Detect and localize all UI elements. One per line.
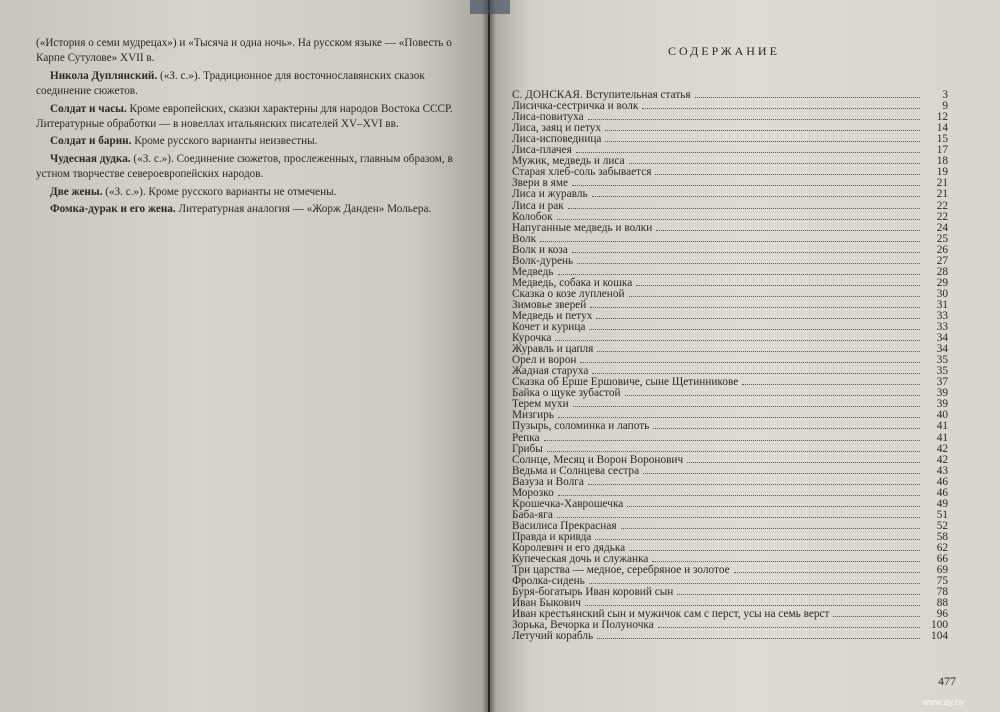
toc-entry-page: 34 (936, 343, 948, 356)
toc-leader-dots (585, 605, 920, 606)
toc-entry-page: 104 (931, 630, 948, 643)
toc-entry-title: Зорька, Вечорка и Полуночка (512, 619, 654, 632)
toc-entry (512, 432, 948, 443)
toc-leader-dots (544, 440, 920, 441)
note-text: («З. с.»). Кроме русского варианты не отмечены. (102, 185, 337, 198)
toc-leader-dots (621, 528, 920, 529)
toc-entry-page: 25 (936, 232, 948, 245)
toc-leader-dots (597, 638, 920, 639)
toc-leader-dots (595, 539, 920, 540)
toc-entry-title: Волк (512, 232, 537, 245)
toc-entry (512, 200, 948, 211)
toc-entry-title: Крошечка-Хаврошечка (512, 497, 624, 510)
toc-leader-dots (597, 351, 920, 352)
toc-entry-title: Грибы (512, 442, 543, 455)
toc-entry-page: 22 (936, 199, 948, 212)
note-heading: Две жены. (50, 185, 103, 198)
note-text: («З. с.»). Традиционное для восточнославянских сказок соединение сюжетов. (36, 69, 425, 98)
toc-entry (512, 399, 948, 410)
toc-leader-dots (642, 108, 920, 109)
toc-leader-dots (656, 230, 920, 231)
toc-leader-dots (658, 627, 920, 628)
note-paragraph (36, 69, 476, 100)
toc-leader-dots (588, 119, 920, 120)
toc-leader-dots (589, 583, 920, 584)
toc-leader-dots (677, 594, 920, 595)
toc-entry (512, 499, 948, 510)
toc-entry-title: Лиса и рак (512, 199, 564, 212)
toc-entry-page: 9 (942, 100, 948, 113)
toc-entry (512, 466, 948, 477)
toc-entry-page: 42 (936, 442, 948, 455)
toc-entry-title: Буря-богатырь Иван коровий сын (512, 586, 674, 599)
note-heading: Солдат и часы. (50, 102, 127, 115)
toc-entry-page: 42 (936, 453, 948, 466)
toc-entry-page: 34 (936, 332, 948, 345)
toc-entry-page: 46 (936, 486, 948, 499)
toc-entry-title: Медведь и петух (512, 309, 593, 322)
toc-entry (512, 256, 948, 267)
toc-entry-title: Жадная старуха (512, 365, 589, 378)
toc-entry-title: Вазуза и Волга (512, 475, 584, 488)
toc-entry-page: 31 (936, 298, 948, 311)
toc-entry-title: Мужик, медведь и лиса (512, 155, 625, 168)
toc-entry (512, 344, 948, 355)
toc-entry-title: Старая хлеб-соль забывается (512, 166, 652, 179)
toc-entry-title: Звери в яме (512, 177, 568, 190)
toc-entry-page: 17 (936, 144, 948, 157)
book-spine-edge (470, 0, 510, 14)
toc-leader-dots (558, 274, 920, 275)
toc-entry-page: 40 (936, 409, 948, 422)
note-heading: Солдат и барин. (50, 135, 132, 148)
toc-entry-title: Три царства — медное, серебряное и золотое (512, 564, 730, 577)
note-paragraph (36, 185, 476, 200)
toc-entry-title: Лиса, заяц и петух (512, 122, 602, 135)
toc-leader-dots (573, 406, 920, 407)
toc-entry-page: 21 (936, 177, 948, 190)
toc-entry-page: 35 (936, 354, 948, 367)
toc-entry-title: Медведь (512, 265, 554, 278)
toc-entry (512, 631, 948, 642)
toc-entry-page: 37 (936, 376, 948, 389)
toc-leader-dots (592, 196, 920, 197)
toc-entry-title: Колобок (512, 210, 553, 223)
note-text: («З. с.»). Соединение сюжетов, прослеженных, главным образом, в устном творчестве североевропейских народов. (36, 152, 453, 181)
toc-leader-dots (629, 550, 920, 551)
note-heading: Чудесная дудка. (50, 152, 131, 165)
book-gutter (482, 0, 496, 712)
toc-entry-title: Летучий корабль (512, 630, 594, 643)
toc-entry-page: 58 (936, 530, 948, 543)
toc-leader-dots (627, 506, 920, 507)
note-text: Кроме европейских, сказки характерны для народов Востока СССР. Литературные обработки — в новеллах итальянских писателей XV–XVI вв. (36, 102, 453, 130)
toc-entry-title: Волк-дурень (512, 254, 574, 267)
toc-entry-page: 3 (942, 89, 948, 102)
toc-leader-dots (577, 263, 920, 264)
toc-entry-page: 14 (936, 122, 948, 135)
toc-entry-page: 22 (936, 210, 948, 223)
toc-leader-dots (590, 307, 920, 308)
toc-entry (512, 388, 948, 399)
toc-entry (512, 444, 948, 455)
toc-entry-title: Байка о щуке зубастой (512, 387, 621, 400)
toc-entry-title: Репка (512, 431, 540, 444)
toc-entry-page: 43 (936, 464, 948, 477)
toc-entry-page: 51 (936, 508, 948, 521)
toc-entry-page: 30 (936, 287, 948, 300)
toc-entry-page: 41 (936, 431, 948, 444)
site-watermark: www.ay.by (922, 697, 965, 707)
toc-entry-page: 33 (936, 309, 948, 322)
toc-leader-dots (596, 318, 920, 319)
toc-entry (512, 245, 948, 256)
note-paragraph (36, 36, 476, 67)
toc-entry-page: 96 (936, 608, 948, 621)
toc-entry (512, 455, 948, 466)
toc-entry-title: Зимовье зверей (512, 298, 587, 311)
toc-leader-dots (576, 152, 920, 153)
note-text: Литературная аналогия — «Жорж Данден» Мольера. (175, 203, 432, 216)
toc-leader-dots (695, 97, 920, 98)
toc-entry-title: Королевич и его дядька (512, 541, 626, 554)
toc-entry-page: 33 (936, 321, 948, 334)
toc-entry-page: 41 (936, 420, 948, 433)
note-heading: Никола Дуплянский. (50, 69, 158, 82)
toc-entry-title: Морозко (512, 486, 554, 499)
note-text: («История о семи мудрецах») и «Тысяча и одна ночь». На русском языке — «Повесть о Карпе Сутулове» XVII в. (36, 37, 452, 65)
toc-entry-title: Правда и кривда (512, 530, 592, 543)
toc-entry-title: Солнце, Месяц и Ворон Воронович (512, 453, 684, 466)
toc-entry-page: 39 (936, 398, 948, 411)
toc-entry (512, 223, 948, 234)
toc-entry (512, 167, 948, 178)
toc-leader-dots (653, 428, 920, 429)
toc-entry-title: Иван Быкович (512, 597, 581, 610)
toc-entry-title: Фролка-сидень (512, 575, 585, 588)
toc-entry-title: Иван крестьянский сын и мужичок сам с перст, усы на семь верст (512, 608, 830, 621)
toc-entry-page: 78 (936, 586, 948, 599)
toc-entry-title: Кочет и курица (512, 321, 586, 334)
toc-entry-page: 66 (936, 553, 948, 566)
toc-leader-dots (572, 252, 920, 253)
toc-entry-page: 21 (936, 188, 948, 201)
toc-entry-page: 12 (936, 111, 948, 124)
toc-entry-title: Орел и ворон (512, 354, 577, 367)
toc-entry-title: Медведь, собака и кошка (512, 276, 633, 289)
toc-leader-dots (580, 362, 920, 363)
toc-entry-title: Волк и коза (512, 243, 568, 256)
toc-entry-title: Сказка о козе лупленой (512, 287, 625, 300)
toc-leader-dots (558, 417, 920, 418)
note-paragraph (36, 152, 476, 183)
toc-entry-title: Курочка (512, 332, 552, 345)
toc-entry-page: 100 (931, 619, 948, 632)
toc-entry-title: Сказка об Ерше Ершовиче, сыне Щетинникове (512, 376, 739, 389)
toc-entry (512, 134, 948, 145)
toc-entry-page: 19 (936, 166, 948, 179)
commentary-notes (36, 36, 476, 220)
toc-entry-page: 27 (936, 254, 948, 267)
toc-entry-page: 26 (936, 243, 948, 256)
toc-leader-dots (742, 384, 920, 385)
note-heading: Фомка-дурак и его жена. (50, 203, 176, 216)
toc-leader-dots (568, 208, 920, 209)
left-page (0, 0, 488, 712)
toc-entry-page: 24 (936, 221, 948, 234)
toc-leader-dots (605, 141, 920, 142)
note-paragraph (36, 134, 476, 149)
toc-entry (512, 322, 948, 333)
toc-entry-page: 39 (936, 387, 948, 400)
toc-entry-page: 49 (936, 497, 948, 510)
toc-entry-page: 46 (936, 475, 948, 488)
note-paragraph (36, 202, 476, 217)
table-of-contents (512, 90, 948, 642)
toc-entry-title: Напуганные медведь и волки (512, 221, 653, 234)
toc-entry-page: 52 (936, 519, 948, 532)
toc-leader-dots (734, 572, 920, 573)
toc-entry-title: С. ДОНСКАЯ. Вступительная статья (512, 89, 691, 102)
toc-leader-dots (572, 185, 920, 186)
toc-entry-title: Ведьма и Солнцева сестра (512, 464, 640, 477)
toc-leader-dots (687, 462, 920, 463)
toc-leader-dots (652, 561, 920, 562)
toc-heading: СОДЕРЖАНИЕ (668, 44, 780, 58)
toc-entry-title: Лиса-плачея (512, 144, 572, 157)
toc-entry-page: 88 (936, 597, 948, 610)
toc-entry-page: 18 (936, 155, 948, 168)
toc-entry-title: Лиса и журавль (512, 188, 588, 201)
toc-entry (512, 212, 948, 223)
toc-leader-dots (629, 296, 920, 297)
toc-leader-dots (555, 340, 920, 341)
toc-entry-page: 75 (936, 575, 948, 588)
toc-leader-dots (540, 241, 920, 242)
toc-leader-dots (589, 329, 920, 330)
toc-leader-dots (605, 130, 920, 131)
note-text: Кроме русского варианты неизвестны. (131, 135, 318, 148)
toc-entry (512, 477, 948, 488)
toc-entry (512, 189, 948, 200)
toc-leader-dots (833, 616, 920, 617)
toc-leader-dots (557, 517, 920, 518)
toc-leader-dots (636, 285, 920, 286)
toc-leader-dots (558, 495, 920, 496)
toc-entry-page: 62 (936, 541, 948, 554)
toc-entry (512, 234, 948, 245)
toc-entry-page: 35 (936, 365, 948, 378)
toc-leader-dots (629, 163, 920, 164)
toc-leader-dots (655, 174, 920, 175)
toc-entry (512, 421, 948, 432)
toc-entry-title: Терем мухи (512, 398, 569, 411)
toc-entry-page: 28 (936, 265, 948, 278)
toc-entry-page: 15 (936, 133, 948, 146)
toc-leader-dots (643, 473, 920, 474)
toc-leader-dots (625, 395, 920, 396)
toc-entry-title: Пузырь, соломинка и лапоть (512, 420, 650, 433)
toc-entry-title: Лисичка-сестричка и волк (512, 100, 639, 113)
toc-entry-title: Мизгирь (512, 409, 555, 422)
toc-entry-title: Лиса-повитуха (512, 111, 584, 124)
toc-entry-page: 69 (936, 564, 948, 577)
toc-entry-title: Баба-яга (512, 508, 553, 521)
toc-entry-title: Василиса Прекрасная (512, 519, 617, 532)
toc-leader-dots (588, 484, 920, 485)
toc-entry-title: Журавль и цапля (512, 343, 594, 356)
toc-leader-dots (557, 219, 920, 220)
toc-entry-title: Лиса-исповедница (512, 133, 602, 146)
toc-entry-title: Купеческая дочь и служанка (512, 553, 649, 566)
page-number: 477 (938, 674, 956, 688)
note-paragraph (36, 102, 476, 133)
toc-leader-dots (547, 451, 920, 452)
toc-entry-page: 29 (936, 276, 948, 289)
toc-leader-dots (592, 373, 920, 374)
